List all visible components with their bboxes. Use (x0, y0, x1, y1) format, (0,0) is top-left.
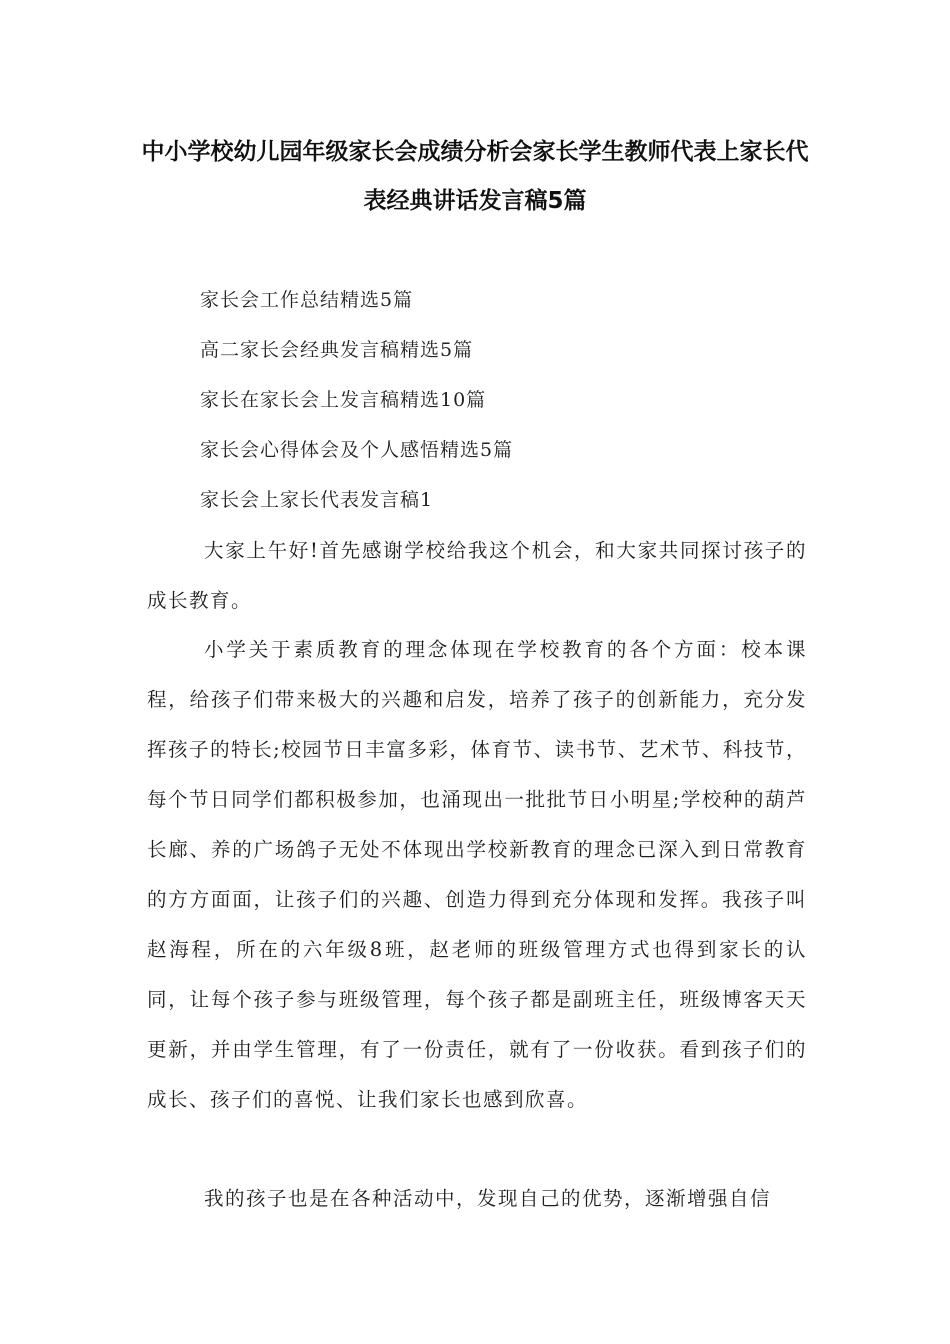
body-paragraph-2: 小学关于素质教育的理念体现在学校教育的各个方面：校本课程，给孩子们带来极大的兴趣和启发，培养了孩子的创新能力，充分发挥孩子的特长;校园节日丰富多彩，体育节、读书节、艺术节、科技节，每个节日同学们都积极参加，也涌现出一批批节日小明星;学校种的葫芦长廊、养的广场鸽子无处不体现出学校新教育的理念已深入到日常教育的方方面面，让孩子们的兴趣、创造力得到充分体现和发挥。我孩子叫赵海程，所在的六年级8班，赵老师的班级管理方式也得到家长的认同，让每个孩子参与班级管理，每个孩子都是副班主任，班级博客天天更新，并由学生管理，有了一份责任，就有了一份收获。看到孩子们的成长、孩子们的喜悦、让我们家长也感到欣喜。 (147, 638, 807, 1111)
document-title-line-2: 表经典讲话发言稿5篇 (363, 188, 587, 214)
toc-item-2: 高二家长会经典发言稿精选5篇 (200, 339, 474, 361)
body-paragraph-1: 大家上午好!首先感谢学校给我这个机会，和大家共同探讨孩子的成长教育。 (147, 539, 807, 612)
toc-item-3: 家长在家长会上发言稿精选10篇 (200, 389, 487, 411)
document-title-line-1: 中小学校幼儿园年级家长会成绩分析会家长学生教师代表上家长代 (141, 139, 809, 165)
body-paragraph-3: 我的孩子也是在各种活动中，发现自己的优势，逐渐增强自信 (204, 1187, 772, 1210)
toc-item-1: 家长会工作总结精选5篇 (200, 289, 414, 311)
section-heading: 家长会上家长代表发言稿1 (200, 489, 434, 511)
toc-item-4: 家长会心得体会及个人感悟精选5篇 (200, 439, 514, 461)
